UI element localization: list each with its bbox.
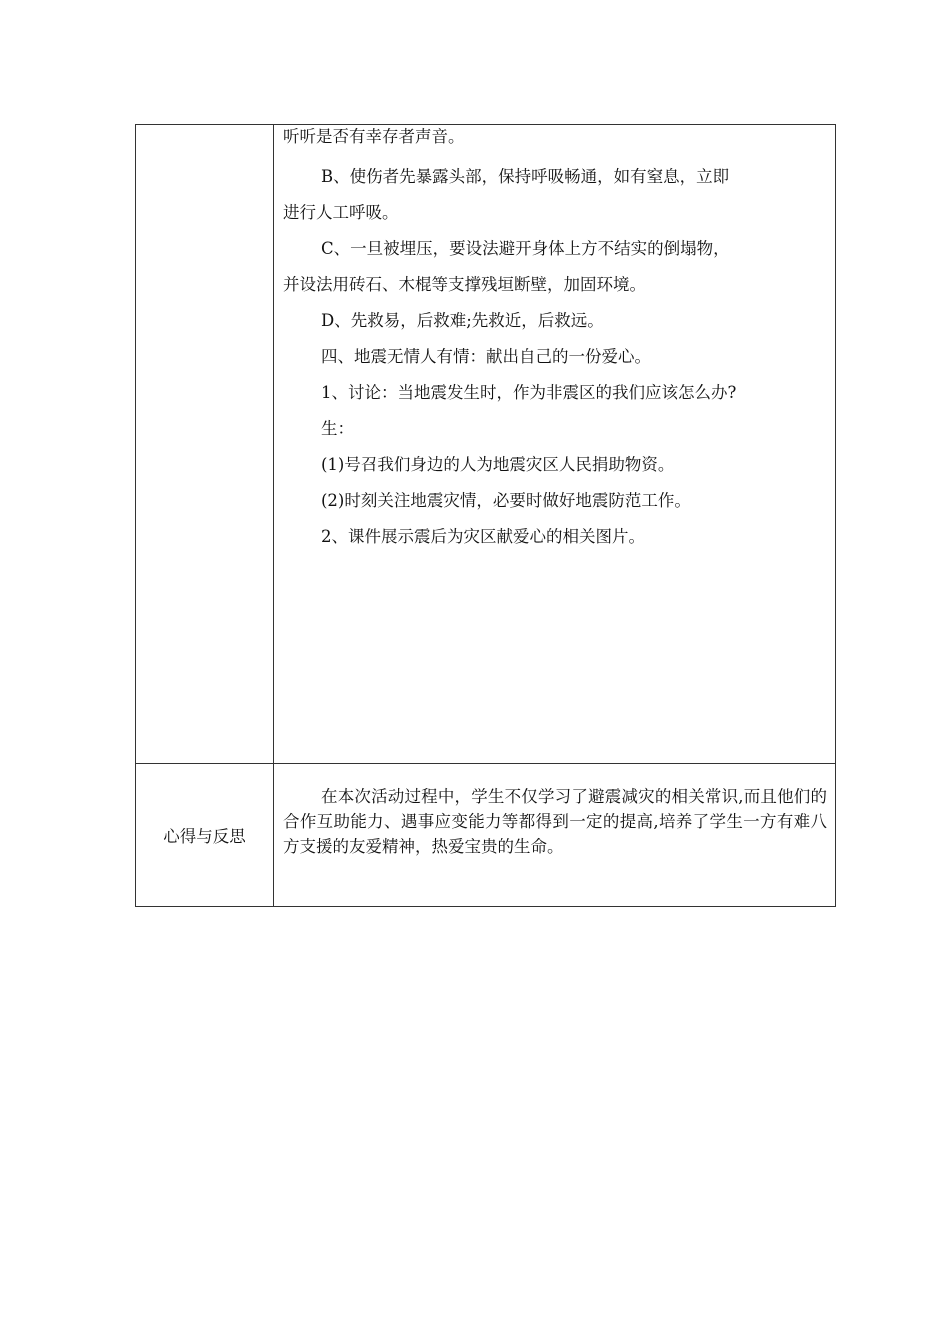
reflection-row	[136, 764, 836, 907]
activity-line-2: B、使伤者先暴露头部，保持呼吸畅通，如有窒息，立即	[321, 167, 730, 186]
activity-line-11: (2)时刻关注地震灾情，必要时做好地震防范工作。	[321, 491, 691, 510]
activity-line-5: 并设法用砖石、木棍等支撑残垣断壁，加固环境。	[283, 275, 646, 294]
activity-line-12: 2、课件展示震后为灾区献爱心的相关图片。	[321, 527, 645, 546]
activity-label-cell	[136, 125, 274, 764]
activity-line-8: 1、讨论：当地震发生时，作为非震区的我们应该怎么办?	[321, 383, 737, 402]
reflection-label: 心得与反思	[136, 764, 274, 907]
reflection-text: 在本次活动过程中，学生不仅学习了避震减灾的相关常识,而且他们的合作互助能力、遇事应变能力等都得到一定的提高,培养了学生一方有难八方支援的友爱精神，热爱宝贵的生命。	[283, 787, 827, 856]
reflection-content-cell	[274, 764, 836, 907]
activity-line-6: D、先救易，后救难;先救近，后救远。	[321, 311, 604, 330]
activity-line-4: C、一旦被埋压，要设法避开身体上方不结实的倒塌物，	[321, 239, 730, 258]
activity-line-3: 进行人工呼吸。	[283, 203, 399, 222]
activity-line-7: 四、地震无情人有情：献出自己的一份爱心。	[321, 347, 651, 366]
activity-line-10: (1)号召我们身边的人为地震灾区人民捐助物资。	[321, 455, 675, 474]
activity-row	[136, 125, 836, 764]
lesson-plan-table	[135, 124, 836, 907]
activity-line-1: 听听是否有幸存者声音。	[283, 127, 465, 146]
activity-content-cell	[274, 125, 836, 764]
activity-line-9: 生：	[321, 419, 354, 438]
